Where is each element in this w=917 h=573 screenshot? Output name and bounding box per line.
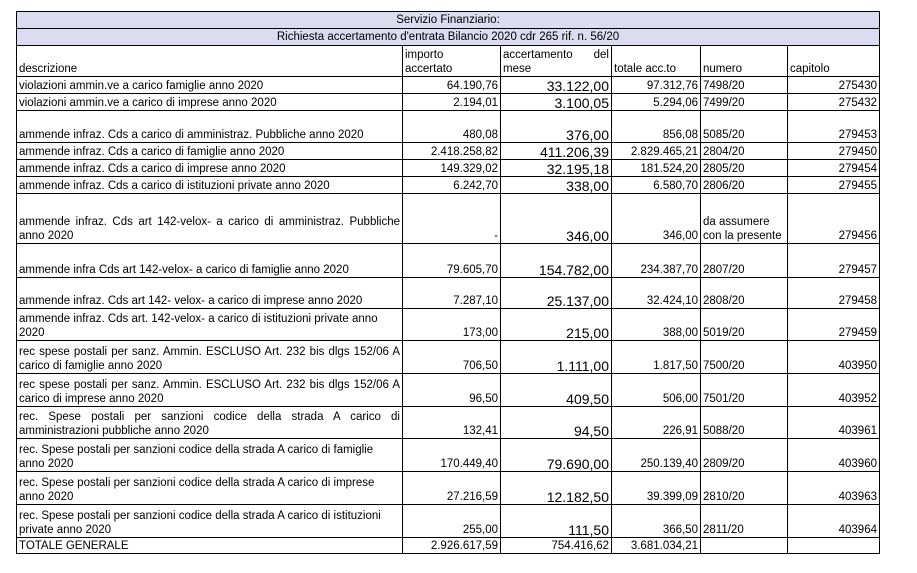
table-row	[17, 94, 880, 111]
row-description: rec. Spese postali per sanzioni codice della strada A carico di imprese anno 2020	[17, 472, 403, 505]
row-totale: 97.312,76	[612, 77, 701, 94]
row-totale: 1.817,50	[612, 341, 701, 374]
row-importo: 6.242,70	[403, 177, 501, 194]
title-row-2	[17, 29, 880, 46]
row-totale: 234.387,70	[612, 244, 701, 278]
row-description: rec. Spese postali per sanzioni codice della strada A carico di istituzioni private anno 2020	[17, 505, 403, 538]
header-importo-line2: accertato	[405, 63, 453, 75]
row-mese: 338,00	[501, 177, 612, 194]
row-numero: 2805/20	[701, 160, 788, 177]
row-description: ammende infraz. Cds art 142-velox- a carico di amministraz. Pubbliche anno 2020	[17, 194, 403, 244]
header-accertamento-word: accertamento	[503, 49, 573, 61]
accertamento-table	[16, 11, 880, 554]
table-row	[17, 143, 880, 160]
row-totale: 506,00	[612, 374, 701, 407]
row-totale: 39.399,09	[612, 472, 701, 505]
row-description: ammende infraz. Cds a carico di imprese anno 2020	[17, 160, 403, 177]
table-row	[17, 194, 880, 244]
row-description: ammende infraz. Cds a carico di istituzioni private anno 2020	[17, 177, 403, 194]
row-mese: 411.206,39	[501, 143, 612, 160]
row-mese: 32.195,18	[501, 160, 612, 177]
row-importo: 2.194,01	[403, 94, 501, 111]
row-capitolo: 279458	[788, 278, 880, 309]
table-row	[17, 177, 880, 194]
row-numero: 5085/20	[701, 111, 788, 143]
row-totale: 366,50	[612, 505, 701, 538]
row-description: ammende infraz. Cds art. 142-velox- a carico di istituzioni private anno 2020	[17, 309, 403, 341]
table-row	[17, 278, 880, 309]
row-totale: 181.524,20	[612, 160, 701, 177]
row-description: rec spese postali per sanz. Ammin. ESCLUSO Art. 232 bis dlgs 152/06 A carico di famiglie anno 2020	[17, 341, 403, 374]
row-mese: 3.100,05	[501, 94, 612, 111]
row-importo: -	[403, 194, 501, 244]
total-numero-empty	[701, 538, 788, 554]
row-importo: 173,00	[403, 309, 501, 341]
header-del-word: del	[593, 49, 609, 61]
row-totale: 856,08	[612, 111, 701, 143]
header-importo	[403, 46, 501, 77]
total-totale: 3.681.034,21	[612, 538, 701, 554]
row-importo: 255,00	[403, 505, 501, 538]
row-mese: 79.690,00	[501, 439, 612, 472]
row-description: violazioni ammin.ve a carico famiglie anno 2020	[17, 77, 403, 94]
row-numero-line1: da assumere	[703, 216, 770, 228]
row-description: ammende infra Cds art 142-velox- a carico di famiglie anno 2020	[17, 244, 403, 278]
header-accertamento-line1	[503, 48, 609, 62]
row-capitolo: 403952	[788, 374, 880, 407]
row-mese: 94,50	[501, 407, 612, 439]
row-capitolo: 403964	[788, 505, 880, 538]
row-mese: 25.137,00	[501, 278, 612, 309]
row-totale: 250.139,40	[612, 439, 701, 472]
row-capitolo: 279450	[788, 143, 880, 160]
row-mese: 346,00	[501, 194, 612, 244]
table-row	[17, 407, 880, 439]
row-importo: 7.287,10	[403, 278, 501, 309]
row-capitolo: 403960	[788, 439, 880, 472]
row-importo: 480,08	[403, 111, 501, 143]
row-mese: 409,50	[501, 374, 612, 407]
row-numero: 2808/20	[701, 278, 788, 309]
row-totale: 6.580,70	[612, 177, 701, 194]
title-row-1	[17, 12, 880, 29]
row-capitolo: 279457	[788, 244, 880, 278]
table-row	[17, 160, 880, 177]
row-numero: 7500/20	[701, 341, 788, 374]
row-importo: 149.329,02	[403, 160, 501, 177]
row-importo: 79.605,70	[403, 244, 501, 278]
row-importo: 27.216,59	[403, 472, 501, 505]
row-capitolo: 403950	[788, 341, 880, 374]
row-numero: 5088/20	[701, 407, 788, 439]
table-row	[17, 341, 880, 374]
total-capitolo-empty	[788, 538, 880, 554]
header-importo-line1: importo	[405, 49, 444, 61]
row-description: ammende infraz. Cds a carico di famiglie anno 2020	[17, 143, 403, 160]
row-mese: 376,00	[501, 111, 612, 143]
row-importo: 2.418.258,82	[403, 143, 501, 160]
row-capitolo: 403961	[788, 407, 880, 439]
row-numero	[701, 194, 788, 244]
row-mese: 215,00	[501, 309, 612, 341]
row-capitolo: 279454	[788, 160, 880, 177]
row-numero: 2804/20	[701, 143, 788, 160]
header-capitolo: capitolo	[788, 46, 880, 77]
row-capitolo: 279456	[788, 194, 880, 244]
row-capitolo: 279453	[788, 111, 880, 143]
total-importo: 2.926.617,59	[403, 538, 501, 554]
row-numero: 7498/20	[701, 77, 788, 94]
row-capitolo: 279459	[788, 309, 880, 341]
row-mese: 33.122,00	[501, 77, 612, 94]
header-mese-word: mese	[503, 63, 532, 75]
row-importo: 706,50	[403, 341, 501, 374]
table-row	[17, 505, 880, 538]
row-importo: 96,50	[403, 374, 501, 407]
header-numero: numero	[701, 46, 788, 77]
header-accertamento	[501, 46, 612, 77]
row-totale: 346,00	[612, 194, 701, 244]
row-description: ammende infraz. Cds art 142- velox- a carico di imprese anno 2020	[17, 278, 403, 309]
row-numero: 7499/20	[701, 94, 788, 111]
row-importo: 64.190,76	[403, 77, 501, 94]
row-mese: 154.782,00	[501, 244, 612, 278]
header-totale: totale acc.to	[612, 46, 701, 77]
row-capitolo: 403963	[788, 472, 880, 505]
row-description: rec. Spese postali per sanzioni codice della strada A carico di amministrazioni pubbliche anno 2020	[17, 407, 403, 439]
table-row	[17, 244, 880, 278]
header-row	[17, 46, 880, 77]
header-descrizione: descrizione	[17, 46, 403, 77]
row-description: ammende infraz. Cds a carico di amministraz. Pubbliche anno 2020	[17, 111, 403, 143]
table-row	[17, 111, 880, 143]
table-row	[17, 77, 880, 94]
table-row	[17, 472, 880, 505]
row-totale: 388,00	[612, 309, 701, 341]
row-mese: 12.182,50	[501, 472, 612, 505]
row-numero: 2809/20	[701, 439, 788, 472]
row-mese: 1.111,00	[501, 341, 612, 374]
row-capitolo: 279455	[788, 177, 880, 194]
request-title: Richiesta accertamento d'entrata Bilancio 2020 cdr 265 rif. n. 56/20	[17, 29, 880, 46]
row-totale: 32.424,10	[612, 278, 701, 309]
row-totale: 226,91	[612, 407, 701, 439]
row-capitolo: 275430	[788, 77, 880, 94]
row-numero: 2806/20	[701, 177, 788, 194]
row-numero: 2807/20	[701, 244, 788, 278]
row-importo: 132,41	[403, 407, 501, 439]
table-row	[17, 309, 880, 341]
row-description: violazioni ammin.ve a carico di imprese anno 2020	[17, 94, 403, 111]
table-row	[17, 439, 880, 472]
total-label: TOTALE GENERALE	[17, 538, 403, 554]
row-capitolo: 275432	[788, 94, 880, 111]
row-totale: 5.294,06	[612, 94, 701, 111]
table-row	[17, 374, 880, 407]
row-totale: 2.829.465,21	[612, 143, 701, 160]
row-numero-line2: con la presente	[703, 230, 782, 242]
row-numero: 5019/20	[701, 309, 788, 341]
row-numero: 7501/20	[701, 374, 788, 407]
row-description: rec. Spese postali per sanzioni codice della strada A carico di famiglie anno 2020	[17, 439, 403, 472]
row-numero: 2810/20	[701, 472, 788, 505]
row-numero: 2811/20	[701, 505, 788, 538]
total-mese: 754.416,62	[501, 538, 612, 554]
row-description: rec spese postali per sanz. Ammin. ESCLUSO Art. 232 bis dlgs 152/06 A carico di imprese anno 2020	[17, 374, 403, 407]
row-mese: 111,50	[501, 505, 612, 538]
service-title: Servizio Finanziario:	[17, 12, 880, 29]
row-importo: 170.449,40	[403, 439, 501, 472]
total-row	[17, 538, 880, 554]
